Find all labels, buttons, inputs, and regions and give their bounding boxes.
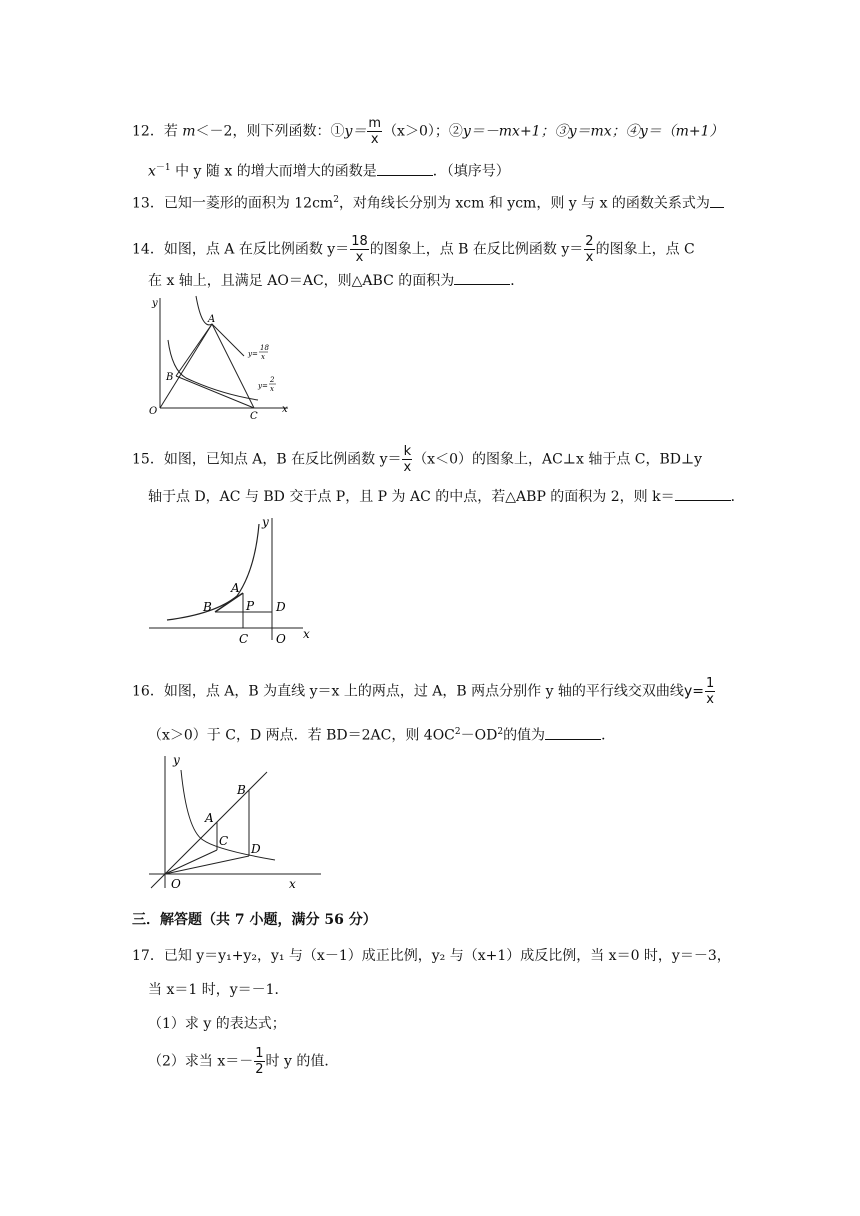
q14-line2: 在 x 轴上，且满足 AO＝AC，则△ABC 的面积为 ． (148, 270, 524, 291)
q15-line1: 15．如图，已知点 A，B 在反比例函数 y＝ $\frac{k}{x}$ （x＜0）的图象上，AC⊥x 轴于点 C，BD⊥y (132, 444, 703, 475)
q15-figure (145, 510, 320, 645)
label-a: A (231, 581, 240, 595)
segment-od (165, 856, 249, 874)
label-y: y (173, 753, 180, 767)
svg-text:y=: y= (258, 382, 268, 390)
label-x: x (282, 404, 288, 415)
label-c: C (239, 632, 249, 645)
q17-fraction-1-over-2: $\frac{1}{2}$ (255, 1046, 264, 1077)
svg-text:y=: y= (248, 350, 258, 358)
label-o: O (149, 406, 158, 417)
label-o: O (276, 632, 286, 645)
label-c: C (250, 411, 258, 420)
label-a: A (208, 314, 216, 325)
label-x: x (289, 877, 296, 891)
q12-var-m: m (182, 123, 196, 140)
svg-text:2: 2 (270, 376, 275, 384)
q14-figure (140, 290, 300, 420)
q12-f2: y＝－mx+1；③ (462, 123, 569, 140)
svg-text:18: 18 (260, 344, 269, 352)
q12-line2: $x^{-1}$ 中 y 随 x 的增大而增大的函数是 ．（填序号） (148, 158, 510, 182)
label-d: D (251, 842, 261, 856)
q12-f1-lhs: y＝ (344, 123, 367, 140)
q12-line1 (132, 116, 724, 147)
q12-text-2: ＜－2，则下列函数：① (195, 123, 345, 140)
segment-oc (165, 850, 217, 874)
q17-line1: 17．已知 y＝y₁+y₂，y₁ 与（x－1）成正比例，y₂ 与（x+1）成反比例，当 x＝0 时，y＝－3， (132, 948, 731, 964)
curve1-label (247, 344, 269, 361)
q16-line2: （x＞0）于 C，D 两点．若 BD＝2AC，则 $4OC^2-OD^2$的值为 ． (148, 722, 615, 746)
segment-ab (176, 324, 212, 376)
q15-fraction-k-over-x: $\frac{k}{x}$ (403, 444, 412, 475)
label-p: P (246, 599, 255, 613)
answer-blank (675, 486, 731, 501)
label-o: O (171, 877, 181, 891)
label-b: B (166, 372, 174, 383)
answer-blank (377, 161, 433, 176)
label-y: y (152, 298, 158, 309)
answer-blank (545, 725, 601, 740)
segment-oa (160, 324, 212, 408)
q12-text: 12．若 (132, 123, 183, 140)
label-d: D (276, 600, 286, 614)
label-c: C (219, 834, 229, 848)
section-heading: 三．解答题（共 7 小题，满分 56 分） (132, 912, 377, 928)
q12-f3: y＝mx；④ (568, 123, 640, 140)
segment-ab (215, 593, 243, 612)
label-x: x (303, 627, 310, 641)
curve2-label (257, 376, 276, 393)
q16-line1: 16．如图，点 A，B 为直线 y＝x 上的两点，过 A，B 两点分别作 y 轴的平行线交双曲线y= $\frac{1}{x}$ (132, 676, 715, 707)
label-b: B (203, 600, 212, 614)
q17-part1: （1）求 y 的表达式； (148, 1016, 286, 1032)
svg-text:x: x (270, 385, 274, 393)
q14-fraction-2-over-x: $\frac{2}{x}$ (585, 234, 594, 265)
svg-text:x: x (261, 353, 265, 361)
q13-line: 13．已知一菱形的面积为 $12cm^2$，对角线长分别为 xcm 和 ycm，则 y 与 x 的函数关系式为 (132, 190, 724, 214)
label-b: B (237, 783, 246, 797)
q14-line1: 14．如图，点 A 在反比例函数 y＝ $\frac{18}{x}$ 的图象上，点 B 在反比例函数 y＝ $\frac{2}{x}$ 的图象上，点 C (132, 234, 695, 265)
q15-line2: 轴于点 D，AC 与 BD 交于点 P，且 P 为 AC 的中点，若△ABP 的面积为 2，则 k＝ ． (148, 486, 745, 507)
q12-f4: y＝（m+1） (639, 123, 724, 140)
answer-blank (454, 270, 510, 285)
label-y: y (262, 515, 269, 529)
q14-fraction-18-over-x: $\frac{18}{x}$ (351, 234, 368, 265)
q12-cond: （x＞0）；② (383, 123, 463, 140)
label-a: A (205, 811, 214, 825)
line-y-equals-x (151, 772, 267, 888)
q16-fraction-1-over-x: $\frac{1}{x}$ (705, 676, 715, 707)
q12-fraction-m-over-x: $\frac{m}{x}$ (368, 116, 382, 147)
segment-ac (212, 324, 254, 408)
answer-blank (710, 193, 724, 208)
segment-bc (176, 376, 254, 408)
curve-18-over-x (196, 296, 244, 356)
q17-part2: （2）求当 x＝－ $\frac{1}{2}$ 时 y 的值． (148, 1046, 339, 1077)
q16-figure (145, 750, 330, 895)
q17-line2: 当 x＝1 时，y＝－1． (148, 982, 289, 998)
